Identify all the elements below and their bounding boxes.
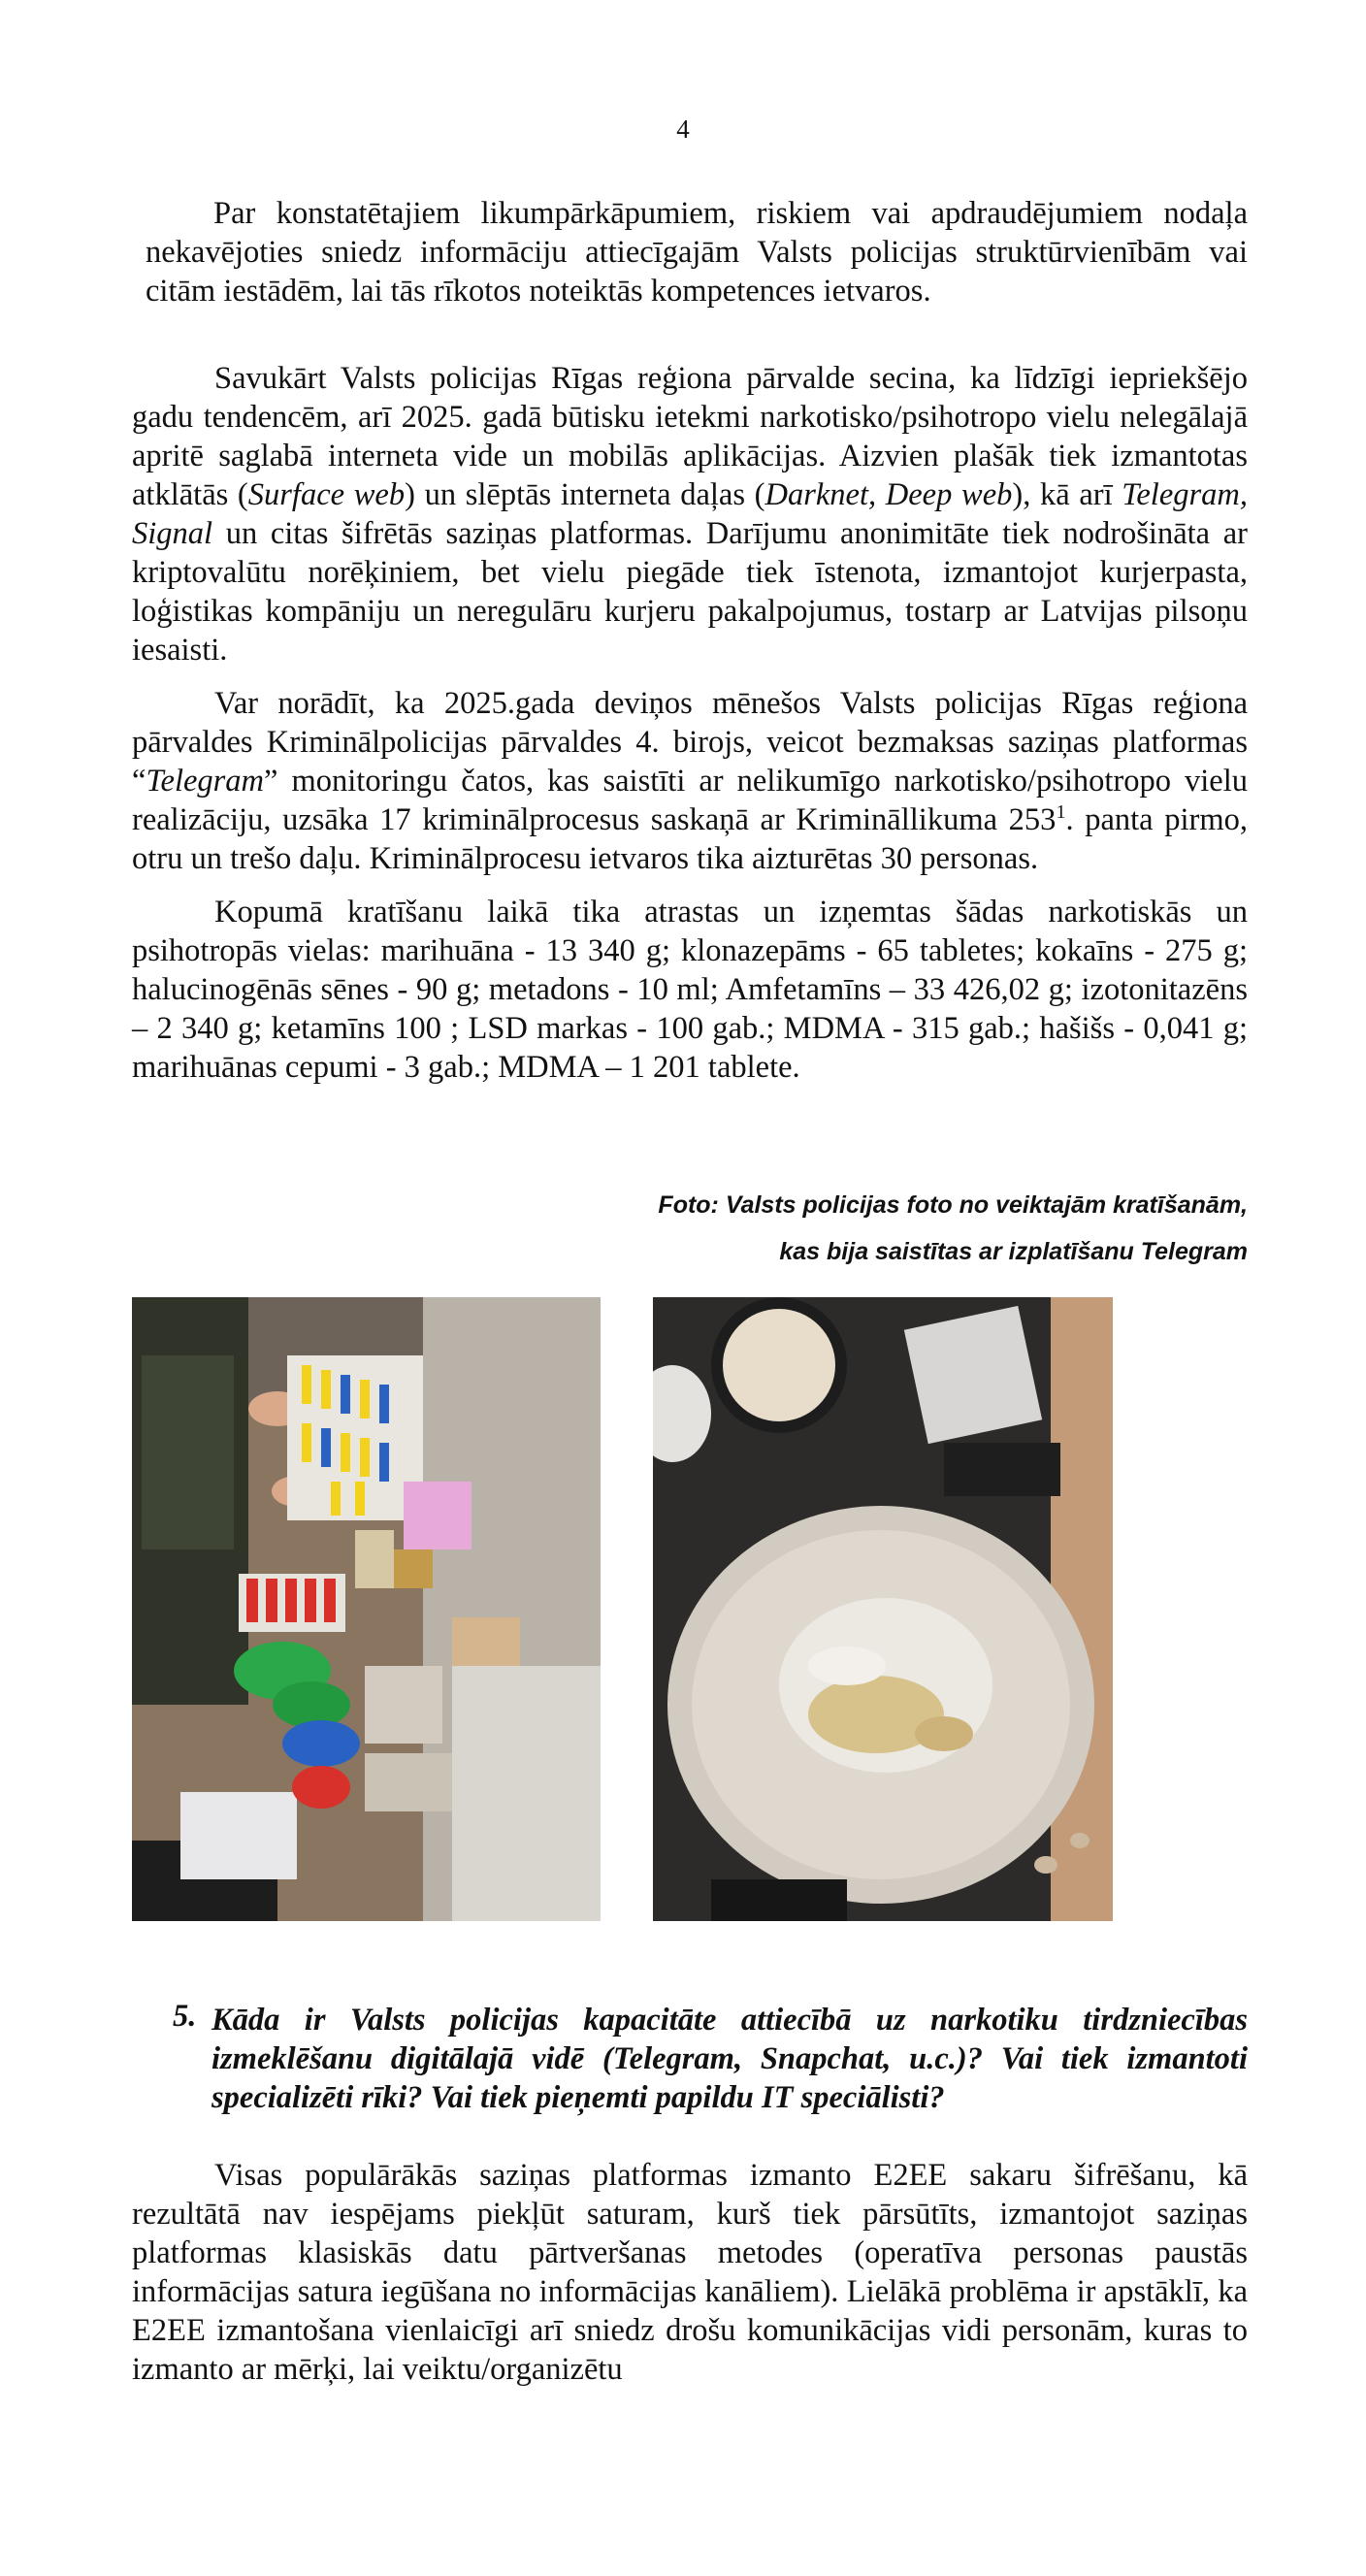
body-text-block [132,359,1248,1087]
paragraph-3-text: . panta pirmo, otru un trešo daļu. Kriminālprocesu ietvaros tika aizturētas 30 personas. [132,802,1249,876]
paragraph-3-text: ” monitoringu čatos, kas saistīti ar nelikumīgo narkotisko/psihotropo vielu realizāciju, uzsāka 17 kriminālprocesus saskaņā ar Krimināllikuma 253 [132,764,1248,837]
photo-plate-powder [653,1297,1113,1921]
paragraph-1: Par konstatētajiem likumpārkāpumiem, riskiem vai apdraudējumiem nodaļa nekavējoties sniedz informāciju attiecīgajām Valsts policijas struktūrvienībām vai citām iestādēm, lai tās rīkotos noteiktās kompetences ietvaros. [146,196,1248,309]
article-superscript: 1 [1056,801,1066,824]
paragraph-2-text: ), kā arī [1012,477,1122,512]
paragraph-4: Kopumā kratīšanu laikā tika atrastas un izņemtas šādas narkotiskās un psihotropās vielas: marihuāna - 13 340 g; klonazepāms - 65 tabletes; kokaīns - 275 g; halucinogēnās sēnes - 90 g; metadons - 10 ml; Amfetamīns – 33 426,02 g; izotonitazēns – 2 340 g; ketamīns 100 ; LSD markas - 100 gab.; MDMA - 315 gab.; hašišs - 0,041 g; marihuānas cepumi - 3 gab.; MDMA – 1 201 tablete. [132,895,1248,1085]
paragraph-2 [132,359,1248,669]
photo-plate-powder-image [653,1297,1113,1921]
paragraph-1-block [146,194,1248,310]
photo-caption-line-2: kas bija saistītas ar izplatīšanu Telegram [779,1238,1248,1265]
page-number: 4 [676,114,690,144]
photo-caption-line-1: Foto: Valsts policijas foto no veiktajām kratīšanām, [658,1191,1248,1219]
paragraph-2-text: un citas šifrētās saziņas platformas. Darījumu anonimitāte tiek nodrošināta ar kriptovalūtu norēķiniem, bet vielu piegāde tiek īstenota, izmantojot kurjerpasta, loģistikas kompāniju un neregulāru kurjeru pakalpojumus, tostarp ar Latvijas pilsoņu iesaisti. [132,516,1248,668]
term-surface-web: Surface web [247,477,406,512]
paragraph-5: Visas populārākās saziņas platformas izmanto E2EE sakaru šifrēšanu, kā rezultātā nav iespējams piekļūt saturam, kurš tiek pārsūtīts, izmantojot saziņas platformas klasiskās datu pārtveršanas metodes (operatīva personas paustās informācijas satura iegūšana no informācijas kanāliem). Lielākā problēma ir apstāklī, ka E2EE izmantošana vienlaicīgi arī sniedz drošu komunikācijas vidi personām, kuras to izmanto ar mērķi, lai veiktu/organizētu [132,2158,1248,2387]
question-text: Kāda ir Valsts policijas kapacitāte attiecībā uz narkotiku tirdzniecības izmeklēšanu digitālajā vidē (Telegram, Snapchat, u.c.)? Vai tiek izmantoti specializēti rīki? Vai tiek pieņemti papildu IT speciālisti? [211,2003,1248,2115]
term-telegram-signal: Telegram, Signal [132,477,1248,551]
paragraph-2-text: ) un slēptās interneta daļas ( [405,477,765,512]
photo-seized-packages [132,1297,601,1921]
term-darknet: Darknet, Deep web [764,477,1013,512]
paragraph-3 [132,684,1248,878]
photo-seized-packages-image [132,1297,601,1921]
paragraph-3-text: Var norādīt, ka 2025.gada deviņos mēnešos Valsts policijas Rīgas reģiona pārvaldes Kriminālpolicijas pārvaldes 4. birojs, veicot bezmaksas saziņas platformas “ [132,686,1248,799]
term-telegram: Telegram [146,764,265,799]
question-number: 5. [173,1999,197,2034]
answer-block [132,2156,1248,2389]
paragraph-2-text: Savukārt Valsts policijas Rīgas reģiona pārvalde secina, ka līdzīgi iepriekšējo gadu tendencēm, arī 2025. gadā būtisku ietekmi narkotisko/psihotropo vielu nelegālajā apritē saglabā interneta vide un mobilās aplikācijas. Aizvien plašāk tiek izmantotas atklātās ( [132,361,1248,512]
